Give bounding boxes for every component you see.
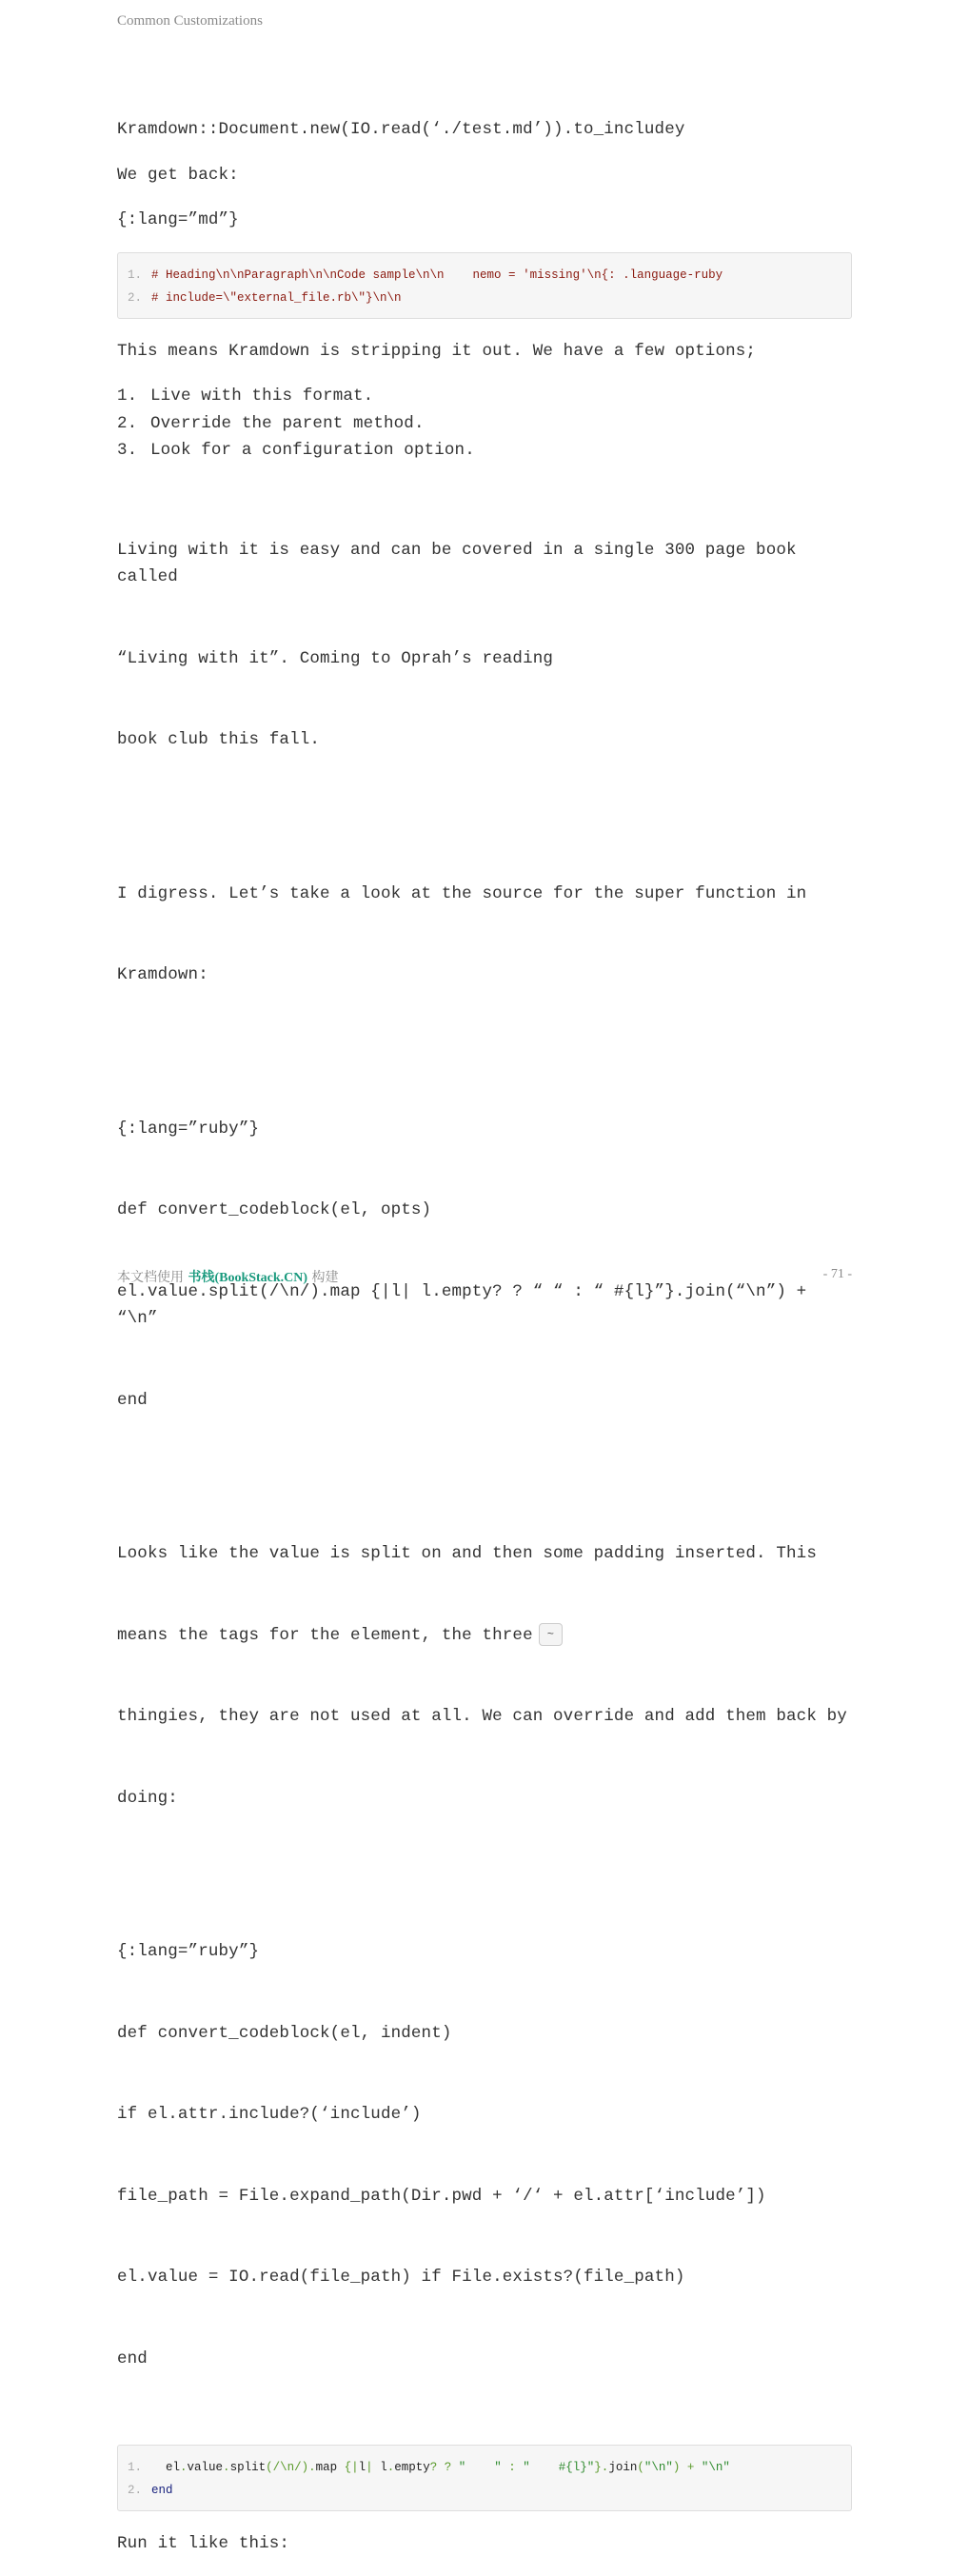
inline-code: ~ <box>539 1623 563 1646</box>
code-token: split <box>229 2461 267 2474</box>
code-line <box>118 287 851 309</box>
line-number: 1. <box>127 268 142 282</box>
text-line: thingies, they are not used at all. We can override and add them back by <box>117 1707 847 1726</box>
paragraph: We get back: <box>117 165 239 185</box>
text-line: Looks like the value is split on and then some padding inserted. This <box>117 1544 817 1563</box>
code-token: | <box>366 2461 373 2474</box>
line-number: 2. <box>127 2484 142 2497</box>
list-item <box>117 410 852 438</box>
text-line: Kramdown: <box>117 965 208 984</box>
code-token: empty <box>394 2461 430 2474</box>
text-line: book club this fall. <box>117 730 321 749</box>
text-line: Living with it is easy and can be covered in a single 300 page book called <box>117 540 807 586</box>
code-text <box>151 2456 730 2479</box>
code-token: "\n" <box>701 2461 730 2474</box>
code-token: el <box>151 2461 181 2474</box>
code-token: " " <box>458 2461 502 2474</box>
page-number: - 71 - <box>822 1267 852 1281</box>
code-token: value <box>187 2461 224 2474</box>
text-line: file_path = File.expand_path(Dir.pwd + ‘/‘ + el.attr[‘include’]) <box>117 2186 766 2206</box>
code-token: ( <box>637 2461 644 2474</box>
code-token: . <box>386 2461 395 2474</box>
text-line: end <box>117 2348 148 2368</box>
paragraph: This means Kramdown is stripping it out. We have a few options; <box>117 341 757 361</box>
paragraph: Run it like this: <box>117 2534 290 2553</box>
code-block <box>117 252 852 319</box>
list-number: 3. <box>117 441 138 460</box>
options-list <box>117 383 852 465</box>
code-token: ) <box>672 2461 681 2474</box>
text-line: {:lang=”ruby”} <box>117 1119 260 1139</box>
text-span: means the tags for the element, the three <box>117 1625 533 1645</box>
text-line: end <box>117 1390 148 1410</box>
code-token: l <box>372 2461 387 2474</box>
code-token: }. <box>594 2461 609 2474</box>
brand-link[interactable]: 书栈(BookStack.CN) <box>188 1271 308 1285</box>
code-comment: # Heading\n\nParagraph\n\nCode sample\n\n nemo = 'missing'\n{: .language-ruby <box>151 268 723 282</box>
paragraph: {:lang=”md”} <box>117 210 239 229</box>
running-header: Common Customizations <box>117 13 263 29</box>
code-token: (/\n/) <box>266 2461 309 2474</box>
text-line: def convert_codeblock(el, indent) <box>117 2023 452 2043</box>
page-footer <box>117 1267 852 1286</box>
text-line <box>117 1622 852 1650</box>
page-content <box>117 116 852 2576</box>
code-token: map <box>315 2461 338 2474</box>
paragraph <box>117 1486 852 1866</box>
text-line: doing: <box>117 1788 178 1808</box>
list-number: 2. <box>117 413 138 433</box>
code-token: : <box>501 2461 524 2474</box>
list-number: 1. <box>117 386 138 406</box>
text-line: {:lang=”ruby”} <box>117 1942 260 1961</box>
line-number: 1. <box>127 2461 142 2474</box>
text-line: el.value = IO.read(file_path) if File.exists?(file_path) <box>117 2268 685 2287</box>
text-line: el.value.split(/\n/).map {|l| l.empty? ? “ “ : “ #{l}”}.join(“\n”) + “\n” <box>117 1281 817 1328</box>
code-line <box>118 264 851 287</box>
text-line: “Living with it”. Coming to Oprah’s reading <box>117 648 554 668</box>
line-number: 2. <box>127 290 142 305</box>
code-line <box>118 2456 851 2479</box>
paragraph <box>117 483 852 808</box>
list-text: Live with this format. <box>150 386 374 406</box>
text-line: if el.attr.include?(‘include’) <box>117 2105 422 2124</box>
list-item <box>117 437 852 465</box>
code-token: . <box>308 2461 316 2474</box>
code-token: l <box>358 2461 366 2474</box>
code-comment: # include=\"external_file.rb\"}\n\n <box>151 290 402 305</box>
list-text: Look for a configuration option. <box>150 441 475 460</box>
paragraph <box>117 826 852 1043</box>
code-token: . <box>180 2461 188 2474</box>
code-token: + <box>680 2461 702 2474</box>
code-line <box>118 2479 851 2502</box>
code-block <box>117 2445 852 2511</box>
footer-prefix: 本文档使用 <box>117 1270 184 1285</box>
code-token: { <box>337 2461 352 2474</box>
code-token: | <box>351 2461 359 2474</box>
code-token: " #{l}" <box>523 2461 595 2474</box>
list-text: Override the parent method. <box>150 413 425 433</box>
footer-suffix: 构建 <box>311 1270 339 1285</box>
code-token: join <box>608 2461 638 2474</box>
footer-credit <box>117 1267 339 1286</box>
code-keyword: end <box>151 2484 173 2497</box>
list-item <box>117 383 852 410</box>
code-token: . <box>223 2461 230 2474</box>
paragraph: Kramdown::Document.new(IO.read(‘./test.md’)).to_includey <box>117 120 685 139</box>
code-token: "\n" <box>643 2461 673 2474</box>
text-line: def convert_codeblock(el, opts) <box>117 1200 432 1219</box>
paragraph <box>117 1884 852 2427</box>
paragraph <box>117 1061 852 1469</box>
code-token: ? ? <box>429 2461 459 2474</box>
text-line: I digress. Let’s take a look at the source for the super function in <box>117 883 807 903</box>
